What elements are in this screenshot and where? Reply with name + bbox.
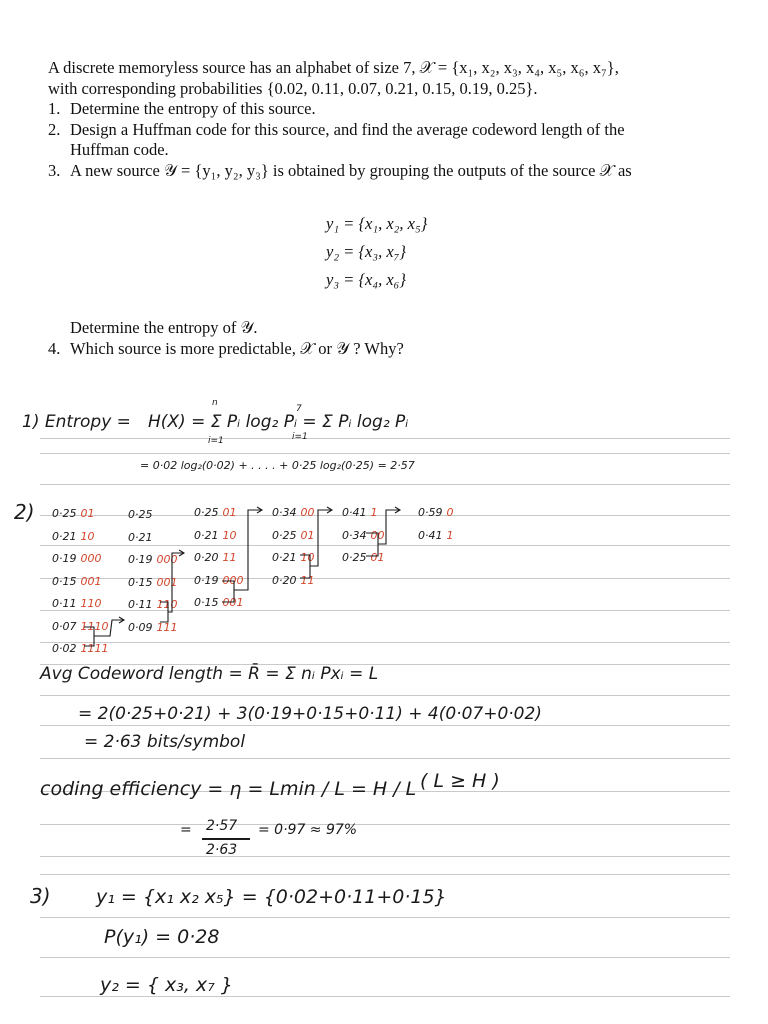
huffman-probability: 0·41 [342,506,367,519]
huffman-merge-connector [300,510,332,578]
arrow-head-icon [179,550,184,556]
huffman-probability: 0·15 [194,596,219,609]
item-text: Design a Huffman code for this source, and find the average codeword length of the [70,119,625,139]
huffman-codeword: 000 [156,553,178,566]
huffman-codeword: 00 [300,506,315,519]
huffman-probability: 0·19 [194,573,219,587]
ruled-line [40,695,730,696]
problem-item-2-cont [48,140,728,161]
huffman-codeword: 110 [156,598,178,611]
huffman-probability: 0·19 [52,552,77,565]
huffman-node [342,551,385,564]
item-text: Determine the entropy of this source. [70,99,316,118]
item-number [48,140,70,161]
huffman-node [128,531,157,544]
arrow-head-icon [327,507,332,513]
huffman-node [52,552,102,565]
huffman-codeword: 001 [156,575,178,589]
huffman-probability: 0·20 [194,551,219,564]
huffman-probability: 0·15 [128,575,153,589]
sum-lower-i1: i=1 [208,436,224,446]
efficiency-numerator: 2·57 [206,818,238,834]
avg-codeword-label: Avg Codeword length = R̄ = Σ nᵢ Pxᵢ = L [40,664,379,684]
huffman-probability: 0·02 [52,642,77,655]
huffman-codeword: 111 [156,620,178,634]
arrow-head-icon [119,617,124,623]
py1-value: P(y₁) = 0·28 [104,926,220,948]
problem-item-3-question: Determine the entropy of 𝒴. [70,318,258,337]
huffman-node [128,508,157,521]
huffman-codeword: 01 [300,528,315,542]
huffman-probability: 0·25 [128,508,153,521]
equation-y1: y₁ = {x₁, x₂, x₅} [326,214,428,233]
huffman-probability: 0·19 [128,553,153,566]
fraction-bar [202,838,250,840]
efficiency-equals: = [180,822,192,838]
huffman-node [52,507,95,520]
entropy-label: 1) Entropy = [22,412,131,432]
huffman-node [52,575,102,588]
huffman-node [272,506,315,519]
ruled-line [40,725,730,726]
problem-statement [48,58,728,181]
huffman-codeword: 01 [370,551,385,564]
huffman-probability: 0·25 [52,507,77,520]
ruled-line [40,996,730,997]
item-number: 4. [48,339,61,358]
ruled-line [40,438,730,439]
huffman-node [194,596,244,609]
huffman-codeword: 00 [370,528,385,542]
arrow-head-icon [257,507,262,513]
huffman-node [342,506,378,519]
problem-item-1 [48,99,728,120]
huffman-probability: 0·41 [418,528,443,542]
huffman-codeword: 001 [80,574,102,588]
huffman-node [342,529,385,542]
problem-item-3 [48,161,728,182]
huffman-probability: 0·11 [128,598,153,611]
entropy-calculation: = 0·02 log₂(0·02) + . . . . + 0·25 log₂(0·25) = 2·57 [140,459,415,472]
ruled-line [40,957,730,958]
huffman-node [272,529,315,542]
equation-y2: y₂ = {x₃, x₇} [326,242,407,261]
huffman-probability: 0·15 [52,574,77,588]
huffman-probability: 0·21 [128,530,153,544]
item-text: Which source is more predictable, 𝒳 or 𝒴 ? Why? [70,339,404,358]
huffman-node [52,642,109,655]
huffman-probability: 0·59 [418,506,443,519]
question-2-label: 2) [14,500,35,524]
question-3-label: 3) [30,884,51,908]
huffman-codeword: 10 [222,528,237,542]
ruled-line [40,758,730,759]
ruled-line [40,874,730,875]
huffman-probability: 0·25 [272,528,297,542]
ruled-line [40,824,730,825]
entropy-formula: H(X) = Σ Pᵢ log₂ Pᵢ = Σ Pᵢ log₂ Pᵢ [148,412,409,432]
huffman-node [128,621,178,634]
huffman-codeword: 1 [370,506,378,519]
efficiency-result: = 0·97 ≈ 97% [258,822,358,838]
ruled-line [40,545,730,546]
huffman-node [128,598,178,611]
huffman-codeword: 01 [80,507,95,520]
huffman-probability: 0·34 [342,528,367,542]
equation-y3: y₃ = {x₄, x₆} [326,270,407,289]
ruled-line [40,917,730,918]
huffman-codeword: 1111 [80,642,109,655]
huffman-probability: 0·21 [52,529,77,543]
item-text: A new source 𝒴 = {y₁, y₂, y₃} is obtained by grouping the outputs of the source 𝒳 as [70,160,632,180]
sum-upper-7: 7 [296,404,302,414]
huffman-probability: 0·21 [272,551,297,564]
huffman-node [52,620,109,633]
huffman-node [272,551,315,564]
efficiency-denominator: 2·63 [206,842,238,858]
y2-grouping: y₂ = { x₃, x₇ } [100,974,233,996]
ruled-line [40,642,730,643]
item-text: Huffman code. [70,140,169,159]
huffman-node [128,576,178,589]
huffman-node [128,553,178,566]
huffman-codeword: 11 [300,573,315,587]
huffman-codeword: 10 [80,529,95,543]
huffman-probability: 0·11 [52,597,77,610]
huffman-node [194,506,237,519]
huffman-codeword: 110 [80,597,102,610]
ruled-line [40,453,730,454]
ruled-line [40,484,730,485]
huffman-probability: 0·21 [194,528,219,542]
item-number: 2. [48,119,61,139]
huffman-codeword: 1 [446,528,454,542]
item-number: 3. [48,160,61,180]
sum-lower-i1-b: i=1 [292,432,308,442]
huffman-codeword: 0 [446,506,454,519]
huffman-node [418,506,454,519]
huffman-node [52,597,102,610]
grouping-equations [326,210,427,294]
huffman-probability: 0·20 [272,573,297,587]
huffman-node [194,551,237,564]
huffman-node [194,529,237,542]
huffman-probability: 0·34 [272,506,297,519]
efficiency-condition: ( L ≥ H ) [420,770,500,792]
huffman-codeword: 001 [222,596,244,609]
item-number: 1. [48,99,61,118]
y1-grouping: y₁ = {x₁ x₂ x₅} = {0·02+0·11+0·15} [96,886,447,908]
avg-codeword-calculation: = 2(0·25+0·21) + 3(0·19+0·15+0·11) + 4(0·07+0·02) [78,704,542,724]
huffman-node [272,574,315,587]
coding-efficiency-label: coding efficiency = η = Lmin / L = H / L [40,778,417,800]
huffman-codeword: 000 [222,573,244,587]
huffman-codeword: 01 [222,506,237,519]
problem-item-2 [48,120,728,141]
huffman-node [194,574,244,587]
huffman-codeword: 11 [222,551,237,564]
sum-upper-n: n [212,398,218,408]
huffman-probability: 0·25 [194,506,219,519]
huffman-node [52,530,95,543]
avg-codeword-result: = 2·63 bits/symbol [84,732,246,752]
huffman-codeword: 1110 [80,619,109,633]
huffman-probability: 0·25 [342,551,367,564]
huffman-node [418,529,454,542]
ruled-line [40,856,730,857]
huffman-probability: 0·07 [52,619,77,633]
arrow-head-icon [395,507,400,513]
huffman-codeword: 10 [300,551,315,564]
huffman-probability: 0·09 [128,620,153,634]
problem-line-2: with corresponding probabilities {0.02, 0.11, 0.07, 0.21, 0.15, 0.19, 0.25}. [48,78,538,98]
problem-item-4 [48,339,404,360]
huffman-codeword: 000 [80,552,102,565]
problem-line-1: A discrete memoryless source has an alphabet of size 7, 𝒳 = {x₁, x₂, x₃, x₄, x₅, x₆, x₇}, [48,58,619,77]
